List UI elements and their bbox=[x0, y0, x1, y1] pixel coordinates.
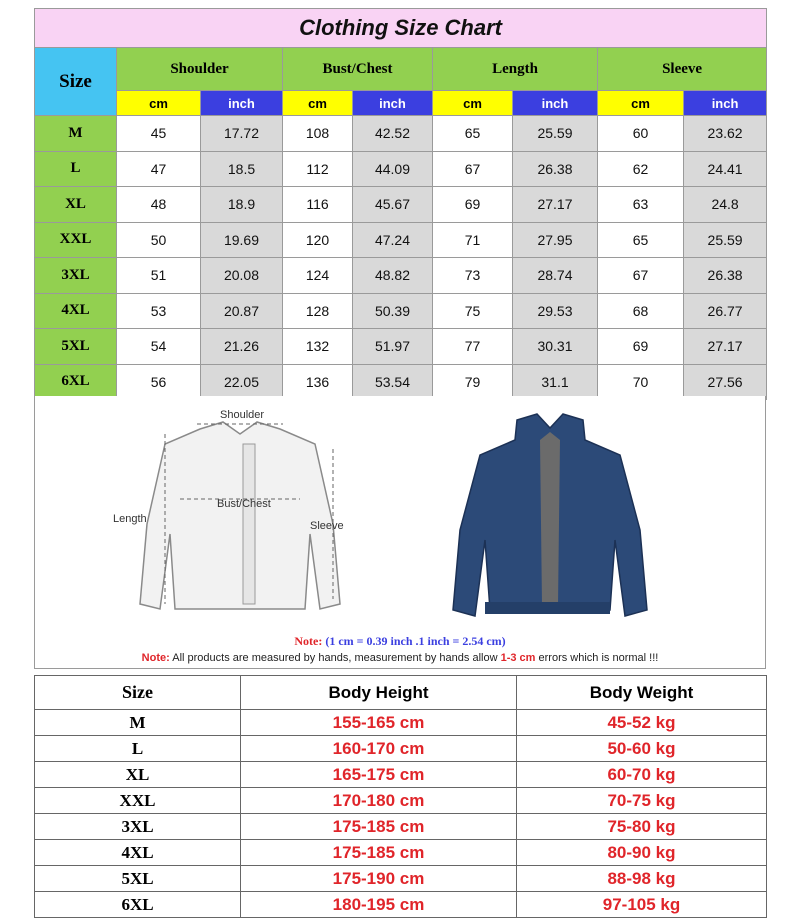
bust-chest-header: Bust/Chest bbox=[283, 48, 433, 91]
size-header: Size bbox=[35, 676, 241, 710]
cm-value: 108 bbox=[283, 116, 353, 152]
size-cell: 4XL bbox=[35, 293, 117, 329]
cm-value: 60 bbox=[598, 116, 684, 152]
body-weight-cell: 70-75 kg bbox=[517, 788, 767, 814]
table-row bbox=[35, 258, 767, 294]
cm-value: 48 bbox=[117, 187, 201, 223]
cm-value: 65 bbox=[598, 222, 684, 258]
measurement-note-text-b: errors which is normal !!! bbox=[538, 652, 659, 664]
jacket-hem-icon bbox=[485, 602, 610, 614]
body-weight-cell: 88-98 kg bbox=[517, 866, 767, 892]
inch-value: 22.05 bbox=[201, 364, 283, 400]
size-column-header: Size bbox=[35, 48, 117, 116]
cm-value: 120 bbox=[283, 222, 353, 258]
body-height-cell: 175-185 cm bbox=[241, 840, 517, 866]
sleeve-label: Sleeve bbox=[310, 520, 344, 532]
inch-value: 27.17 bbox=[513, 187, 598, 223]
size-cell: L bbox=[35, 736, 241, 762]
body-weight-cell: 80-90 kg bbox=[517, 840, 767, 866]
inch-value: 47.24 bbox=[353, 222, 433, 258]
cm-value: 124 bbox=[283, 258, 353, 294]
inch-value: 50.39 bbox=[353, 293, 433, 329]
body-size-table bbox=[34, 675, 767, 918]
table-row bbox=[35, 762, 767, 788]
inch-value: 27.17 bbox=[684, 329, 767, 365]
unit-cm-header: cm bbox=[433, 91, 513, 116]
inch-value: 28.74 bbox=[513, 258, 598, 294]
body-weight-cell: 50-60 kg bbox=[517, 736, 767, 762]
unit-cm-header: cm bbox=[283, 91, 353, 116]
body-height-cell: 160-170 cm bbox=[241, 736, 517, 762]
inch-value: 51.97 bbox=[353, 329, 433, 365]
table-row bbox=[35, 710, 767, 736]
body-height-cell: 175-190 cm bbox=[241, 866, 517, 892]
body-height-cell: 165-175 cm bbox=[241, 762, 517, 788]
unit-cm-header: cm bbox=[117, 91, 201, 116]
cm-value: 68 bbox=[598, 293, 684, 329]
table-row bbox=[35, 116, 767, 152]
table-row bbox=[35, 736, 767, 762]
inch-value: 42.52 bbox=[353, 116, 433, 152]
size-cell: 4XL bbox=[35, 840, 241, 866]
inch-value: 53.54 bbox=[353, 364, 433, 400]
body-height-header: Body Height bbox=[241, 676, 517, 710]
size-cell: XXL bbox=[35, 788, 241, 814]
cm-value: 77 bbox=[433, 329, 513, 365]
body-height-cell: 155-165 cm bbox=[241, 710, 517, 736]
inch-value: 18.9 bbox=[201, 187, 283, 223]
inch-value: 29.53 bbox=[513, 293, 598, 329]
cm-value: 128 bbox=[283, 293, 353, 329]
cm-value: 67 bbox=[433, 151, 513, 187]
unit-inch-header: inch bbox=[513, 91, 598, 116]
jacket-sketch-icon bbox=[140, 422, 340, 609]
table-row bbox=[35, 293, 767, 329]
inch-value: 45.67 bbox=[353, 187, 433, 223]
inch-value: 21.26 bbox=[201, 329, 283, 365]
body-weight-cell: 97-105 kg bbox=[517, 892, 767, 918]
cm-value: 54 bbox=[117, 329, 201, 365]
table-row bbox=[35, 866, 767, 892]
inch-value: 23.62 bbox=[684, 116, 767, 152]
body-weight-cell: 75-80 kg bbox=[517, 814, 767, 840]
inch-value: 26.77 bbox=[684, 293, 767, 329]
conversion-note-text: (1 cm = 0.39 inch .1 inch = 2.54 cm) bbox=[325, 634, 506, 648]
cm-value: 136 bbox=[283, 364, 353, 400]
inch-value: 18.5 bbox=[201, 151, 283, 187]
cm-value: 45 bbox=[117, 116, 201, 152]
plaid-lining-icon bbox=[540, 432, 560, 605]
size-cell: L bbox=[35, 151, 117, 187]
inch-value: 20.87 bbox=[201, 293, 283, 329]
shoulder-header: Shoulder bbox=[117, 48, 283, 91]
conversion-note-prefix: Note: bbox=[294, 634, 323, 648]
size-cell: M bbox=[35, 710, 241, 736]
inch-value: 20.08 bbox=[201, 258, 283, 294]
inch-value: 44.09 bbox=[353, 151, 433, 187]
length-header: Length bbox=[433, 48, 598, 91]
body-height-cell: 175-185 cm bbox=[241, 814, 517, 840]
cm-value: 79 bbox=[433, 364, 513, 400]
cm-value: 75 bbox=[433, 293, 513, 329]
table-row bbox=[35, 151, 767, 187]
unit-inch-header: inch bbox=[684, 91, 767, 116]
sleeve-header: Sleeve bbox=[598, 48, 767, 91]
inch-value: 17.72 bbox=[201, 116, 283, 152]
measurement-note-highlight: 1-3 cm bbox=[500, 652, 536, 664]
inch-value: 26.38 bbox=[684, 258, 767, 294]
cm-value: 67 bbox=[598, 258, 684, 294]
cm-value: 73 bbox=[433, 258, 513, 294]
size-cell: 5XL bbox=[35, 866, 241, 892]
measurement-diagram bbox=[105, 404, 365, 629]
bust-chest-label: Bust/Chest bbox=[217, 498, 271, 510]
inch-value: 48.82 bbox=[353, 258, 433, 294]
table-row bbox=[35, 329, 767, 365]
shoulder-label: Shoulder bbox=[220, 409, 265, 421]
inch-value: 24.41 bbox=[684, 151, 767, 187]
cm-value: 47 bbox=[117, 151, 201, 187]
size-cell: M bbox=[35, 116, 117, 152]
clothing-size-chart bbox=[34, 8, 767, 400]
cm-value: 51 bbox=[117, 258, 201, 294]
cm-value: 69 bbox=[433, 187, 513, 223]
size-cell: XL bbox=[35, 187, 117, 223]
jacket-photo bbox=[445, 410, 655, 630]
cm-value: 50 bbox=[117, 222, 201, 258]
inch-value: 26.38 bbox=[513, 151, 598, 187]
cm-value: 53 bbox=[117, 293, 201, 329]
cm-value: 65 bbox=[433, 116, 513, 152]
size-cell: 6XL bbox=[35, 892, 241, 918]
size-cell: XL bbox=[35, 762, 241, 788]
size-cell: XXL bbox=[35, 222, 117, 258]
cm-value: 56 bbox=[117, 364, 201, 400]
inch-value: 25.59 bbox=[513, 116, 598, 152]
unit-inch-header: inch bbox=[353, 91, 433, 116]
size-cell: 3XL bbox=[35, 814, 241, 840]
body-weight-header: Body Weight bbox=[517, 676, 767, 710]
table-row bbox=[35, 814, 767, 840]
cm-value: 116 bbox=[283, 187, 353, 223]
table-row bbox=[35, 187, 767, 223]
inch-value: 19.69 bbox=[201, 222, 283, 258]
size-cell: 6XL bbox=[35, 364, 117, 400]
length-label: Length bbox=[113, 513, 147, 525]
body-weight-cell: 60-70 kg bbox=[517, 762, 767, 788]
cm-value: 71 bbox=[433, 222, 513, 258]
inch-value: 27.95 bbox=[513, 222, 598, 258]
body-height-cell: 170-180 cm bbox=[241, 788, 517, 814]
cm-value: 62 bbox=[598, 151, 684, 187]
conversion-note bbox=[35, 634, 765, 649]
unit-cm-header: cm bbox=[598, 91, 684, 116]
chart-title: Clothing Size Chart bbox=[35, 9, 767, 48]
table-row bbox=[35, 222, 767, 258]
measurement-note-prefix: Note: bbox=[141, 652, 170, 664]
table-row bbox=[35, 364, 767, 400]
inch-value: 30.31 bbox=[513, 329, 598, 365]
product-image-panel bbox=[34, 396, 766, 669]
inch-value: 27.56 bbox=[684, 364, 767, 400]
cm-value: 132 bbox=[283, 329, 353, 365]
table-row bbox=[35, 892, 767, 918]
size-cell: 5XL bbox=[35, 329, 117, 365]
size-cell: 3XL bbox=[35, 258, 117, 294]
measurement-note bbox=[35, 652, 765, 664]
cm-value: 70 bbox=[598, 364, 684, 400]
inch-value: 25.59 bbox=[684, 222, 767, 258]
cm-value: 63 bbox=[598, 187, 684, 223]
inch-value: 24.8 bbox=[684, 187, 767, 223]
cm-value: 112 bbox=[283, 151, 353, 187]
body-height-cell: 180-195 cm bbox=[241, 892, 517, 918]
measurement-note-text-a: All products are measured by hands, measurement by hands allow bbox=[172, 652, 498, 664]
body-weight-cell: 45-52 kg bbox=[517, 710, 767, 736]
cm-value: 69 bbox=[598, 329, 684, 365]
inch-value: 31.1 bbox=[513, 364, 598, 400]
table-row bbox=[35, 840, 767, 866]
table-row bbox=[35, 788, 767, 814]
unit-inch-header: inch bbox=[201, 91, 283, 116]
